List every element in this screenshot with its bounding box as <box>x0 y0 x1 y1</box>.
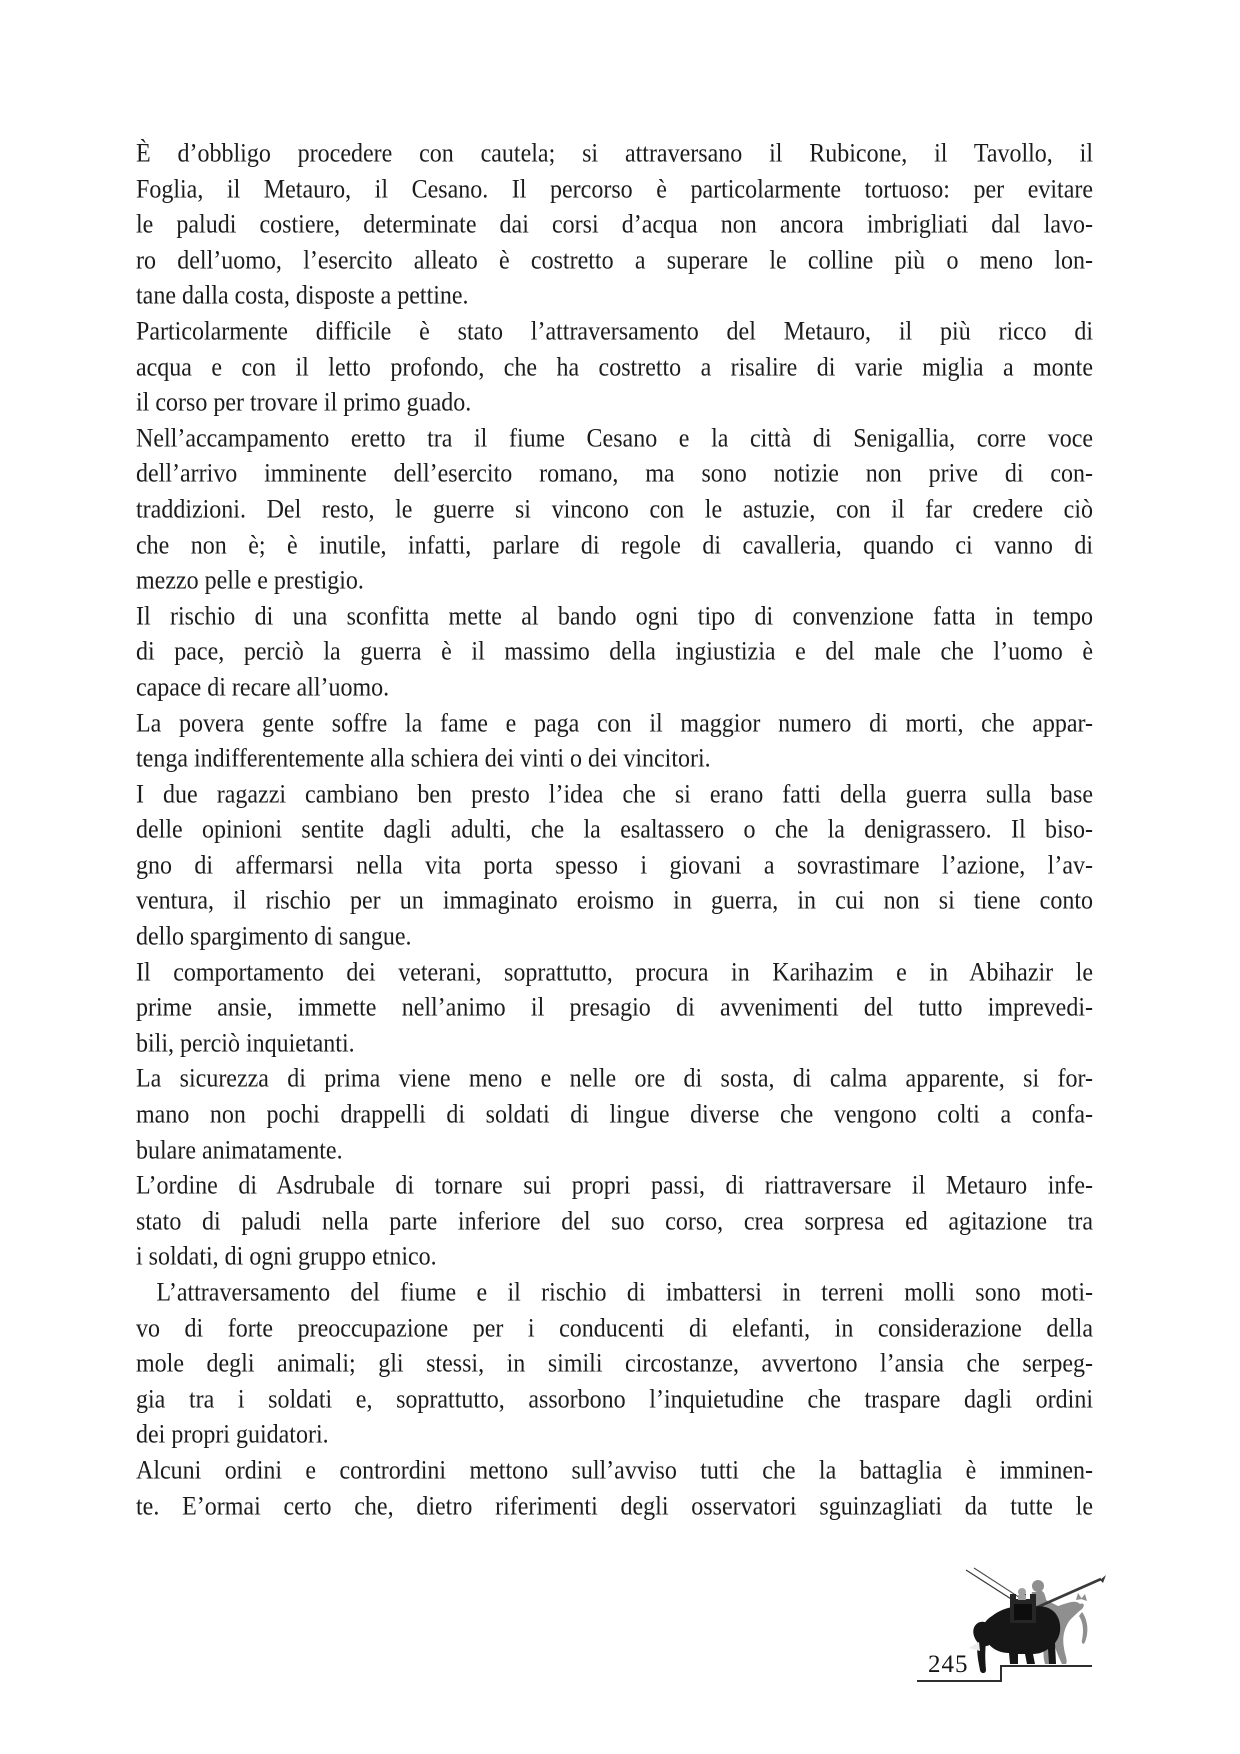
text-line: I due ragazzi cambiano ben presto l’idea che si erano fatti della guerra sulla base <box>136 780 1093 810</box>
text-line: ro dell’uomo, l’esercito alleato è costretto a superare le colline più o meno lon- <box>136 246 1093 276</box>
text-line: il corso per trovare il primo guado. <box>136 388 472 418</box>
text-line: prime ansie, immette nell’animo il presagio di avvenimenti del tutto imprevedi- <box>136 993 1093 1023</box>
text-line: vo di forte preoccupazione per i conducenti di elefanti, in considerazione della <box>136 1313 1093 1344</box>
text-line: le paludi costiere, determinate dai corsi d’acqua non ancora imbrigliati dal lavo- <box>136 210 1093 240</box>
text-line: bili, perciò inquietanti. <box>136 1029 355 1059</box>
page-number: 245 <box>928 1651 969 1678</box>
footer-rule-lower <box>917 1680 1002 1682</box>
text-line: Alcuni ordini e contrordini mettono sull’avviso tutti che la battaglia è imminen- <box>136 1456 1093 1486</box>
text-line: gno di affermarsi nella vita porta spesso i giovani a sovrastimare l’azione, l’av- <box>136 851 1093 881</box>
text-line: ventura, il rischio per un immaginato eroismo in guerra, in cui non si tiene conto <box>136 886 1093 916</box>
text-line: tane dalla costa, disposte a pettine. <box>136 281 469 311</box>
text-line: Il comportamento dei veterani, soprattutto, procura in Karihazim e in Abihazir le <box>136 958 1093 988</box>
text-line: delle opinioni sentite dagli adulti, che la esaltassero o che la denigrassero. Il biso- <box>136 815 1093 845</box>
text-line: La sicurezza di prima viene meno e nelle ore di sosta, di calma apparente, si for- <box>136 1064 1093 1094</box>
text-line: bulare animatamente. <box>136 1135 343 1166</box>
text-line: stato di paludi nella parte inferiore del suo corso, crea sorpresa ed agitazione tra <box>136 1207 1093 1237</box>
text-line: che non è; è inutile, infatti, parlare di regole di cavalleria, quando ci vanno di <box>136 530 1093 560</box>
text-line: Foglia, il Metauro, il Cesano. Il percorso è particolarmente tortuoso: per evitare <box>136 174 1093 205</box>
text-line: capace di recare all’uomo. <box>136 673 390 703</box>
text-line: È d’obbligo procedere con cautela; si attraversano il Rubicone, il Tavollo, il <box>136 139 1093 169</box>
text-line: dei propri guidatori. <box>136 1420 329 1450</box>
text-line: gia tra i soldati e, soprattutto, assorbono l’inquietudine che traspare dagli ordini <box>136 1385 1093 1415</box>
text-line: La povera gente soffre la fame e paga con il maggior numero di morti, che appar- <box>136 708 1093 738</box>
text-line: mole degli animali; gli stessi, in simili circostanze, avvertono l’ansia che serpeg- <box>136 1349 1093 1379</box>
text-line: i soldati, di ogni gruppo etnico. <box>136 1242 437 1272</box>
text-line: tenga indifferentemente alla schiera dei vinti o dei vincitori. <box>136 744 711 774</box>
text-line: L’ordine di Asdrubale di tornare sui propri passi, di riattraversare il Metauro infe- <box>136 1171 1093 1201</box>
text-line: mezzo pelle e prestigio. <box>136 566 364 596</box>
text-line: Particolarmente difficile è stato l’attraversamento del Metauro, il più ricco di <box>136 317 1093 347</box>
text-line: te. E’ormai certo che, dietro riferimenti degli osservatori sguinzagliati da tutte le <box>136 1491 1093 1522</box>
text-line: dell’arrivo imminente dell’esercito romano, ma sono notizie non prive di con- <box>136 459 1093 489</box>
text-line: di pace, perciò la guerra è il massimo della ingiustizia e del male che l’uomo è <box>136 637 1093 667</box>
text-line: dello spargimento di sangue. <box>136 922 412 952</box>
war-elephant-illustration-icon <box>952 1566 1107 1678</box>
text-line: traddizioni. Del resto, le guerre si vincono con le astuzie, con il far credere ciò <box>136 495 1093 525</box>
text-line: mano non pochi drappelli di soldati di lingue diverse che vengono colti a confa- <box>136 1100 1093 1130</box>
page-text <box>136 137 1093 1525</box>
text-line: L’attraversamento del fiume e il rischio di imbattersi in terreni molli sono moti- <box>136 1278 1093 1308</box>
text-line: Il rischio di una sconfitta mette al bando ogni tipo di convenzione fatta in tempo <box>136 602 1093 632</box>
text-line: acqua e con il letto profondo, che ha costretto a risalire di varie miglia a monte <box>136 352 1093 383</box>
text-line: Nell’accampamento eretto tra il fiume Cesano e la città di Senigallia, corre voce <box>136 424 1093 454</box>
